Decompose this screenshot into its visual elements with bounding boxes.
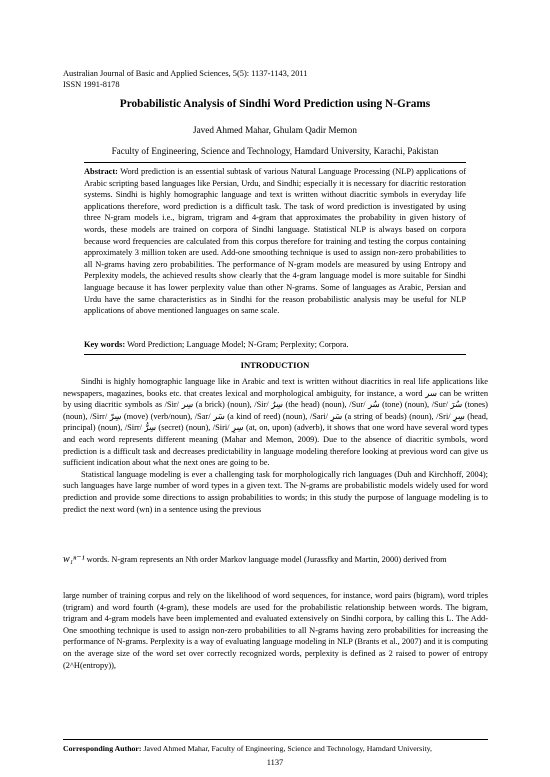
paper-title: Probabilistic Analysis of Sindhi Word Prediction using N-Grams xyxy=(119,98,431,110)
formula-text: words. N-gram represents an Nth order Markov language model (Jurassfky and Martin, 2000) derived from xyxy=(86,555,447,564)
corresponding-author-block xyxy=(63,744,493,754)
introduction-heading: INTRODUCTION xyxy=(240,360,310,370)
journal-header xyxy=(63,68,307,90)
journal-citation: Australian Journal of Basic and Applied Sciences, 5(5): 1137-1143, 2011 xyxy=(63,69,308,78)
corresponding-author-line1: Javed Ahmed Mahar, Faculty of Engineering, Science and Technology, Hamdard University, xyxy=(143,744,433,753)
journal-issn: ISSN 1991-8178 xyxy=(63,80,120,89)
keywords-bottom-rule xyxy=(84,354,466,355)
keywords-block xyxy=(84,340,484,349)
keywords-text: Word Prediction; Language Model; N-Gram; Perplexity; Corpora. xyxy=(127,340,349,349)
intro-paragraph-2: Statistical language modeling is ever a challenging task for morphologically rich languages (Duh and Kirchhoff, 2004); such languages have large number of word types in a given text. The N-grams are probabilistic models widely used for word prediction and provide some directions to assign probabilities to words; in this study the purpose of language modeling is to predict the next word (wn) in a sentence using the previous xyxy=(63,469,488,514)
keywords-label: Key words: xyxy=(84,340,126,349)
abstract-text: Word prediction is an essential subtask of various Natural Language Processing (NLP) applications of Arabic scripting based languages like Persian, Urdu, and Sindhi; especially it is necessary for diacritic restoration systems. Sindhi is highly homographic language and text is written without diacritic symbols in everyday life applications therefore, word prediction is a difficult task. The task of word prediction is investigated by using three N-gram models i.e., bigram, trigram and 4-gram that approximates the probability in given history of words, these models are trained on corpora of Sindhi language. Statistical NLP is always based on corpora because word frequencies are calculated from this corpus therefore for training and testing the corpus containing approximately 3 million token are used. Add-one smoothing technique is used to assign non-zero probabilities to all N-grams having zero probabilities. The performance of N-gram models are measured by using Entropy and Perplexity models, the achieved results show clearly that the 4-gram language model is more suitable for Sindhi language because it has lower perplexity value than other N-grams. Some of languages as Arabic, Persian and Urdu have the same characteristics as in Sindhi for the reason probabilistic analysis may be useful for NLP applications of above mentioned languages on same scale. xyxy=(84,167,466,316)
intro-body-bottom xyxy=(63,590,488,671)
formula-symbol: w₁ⁿ⁻¹ xyxy=(63,554,85,565)
page-number: 1137 xyxy=(266,758,284,767)
abstract-label: Abstract: xyxy=(84,167,118,176)
paper-authors: Javed Ahmed Mahar, Ghulam Qadir Memon xyxy=(193,125,357,135)
formula-line xyxy=(63,554,493,566)
corresponding-author-label: Corresponding Author: xyxy=(63,744,142,753)
intro-paragraph-1: Sindhi is highly homographic language like in Arabic and text is written without diacritics in real life applications like newspapers, magazines, books etc. that creates lexical and morphological ambiguity, for instance, a word سر can be written by using diacritic symbols as /Sir/ سِر (a brick) (noun), /Sir/ سِرُ (the head) (noun), /Sur/ سُر (tone) (noun), /Sur/ سُرَ (tones) (noun), /Sirr/ سِرّ (move) (verb/noun), /Sar/ سَر (a kind of reed) (noun), /Sari/ سَرِ (a string of beads) (noun), /Sri/ سِرِ (head, principal) (noun), /Sirr/ سِرُّ (secret) (noun), /Siri/ سِرِ (at, on, upon) (adverb), it shows that one word have several word types and each word represents different meaning (Mahar and Memon, 2009). Due to the absence of diacritic symbols, word prediction is a difficult task and decreases predictability in language modeling therefore looking at previous word can give us sufficient indication about what the next ones are going to be. xyxy=(63,377,489,468)
abstract-block xyxy=(84,166,466,317)
footer-rule xyxy=(63,739,488,740)
paper-affiliation: Faculty of Engineering, Science and Technology, Hamdard University, Karachi, Pakistan xyxy=(111,146,439,156)
intro-paragraph-3: large number of training corpus and rely on the likelihood of word sequences, for instance, word pairs (bigram), word triples (trigram) and word fourth (4-gram), these models are used for the probabilistic relationship between words. The bigram, trigram and 4-gram models have been implemented and evaluated extensively on Sindhi corpora, by calling this L. The Add-One smoothing technique is used to assign non-zero probabilities to all N-grams having zero probabilities for increasing the performance of N-grams. Perplexity is a way of evaluating language modeling in NLP (Brants et al., 2007) and it is computing on the average size of the word set over correctly recognized words, perplexity is defined as 2 raised to power of entropy (2^H(entropy)), xyxy=(63,591,488,670)
intro-body-top xyxy=(63,376,488,515)
abstract-top-rule xyxy=(84,162,466,163)
